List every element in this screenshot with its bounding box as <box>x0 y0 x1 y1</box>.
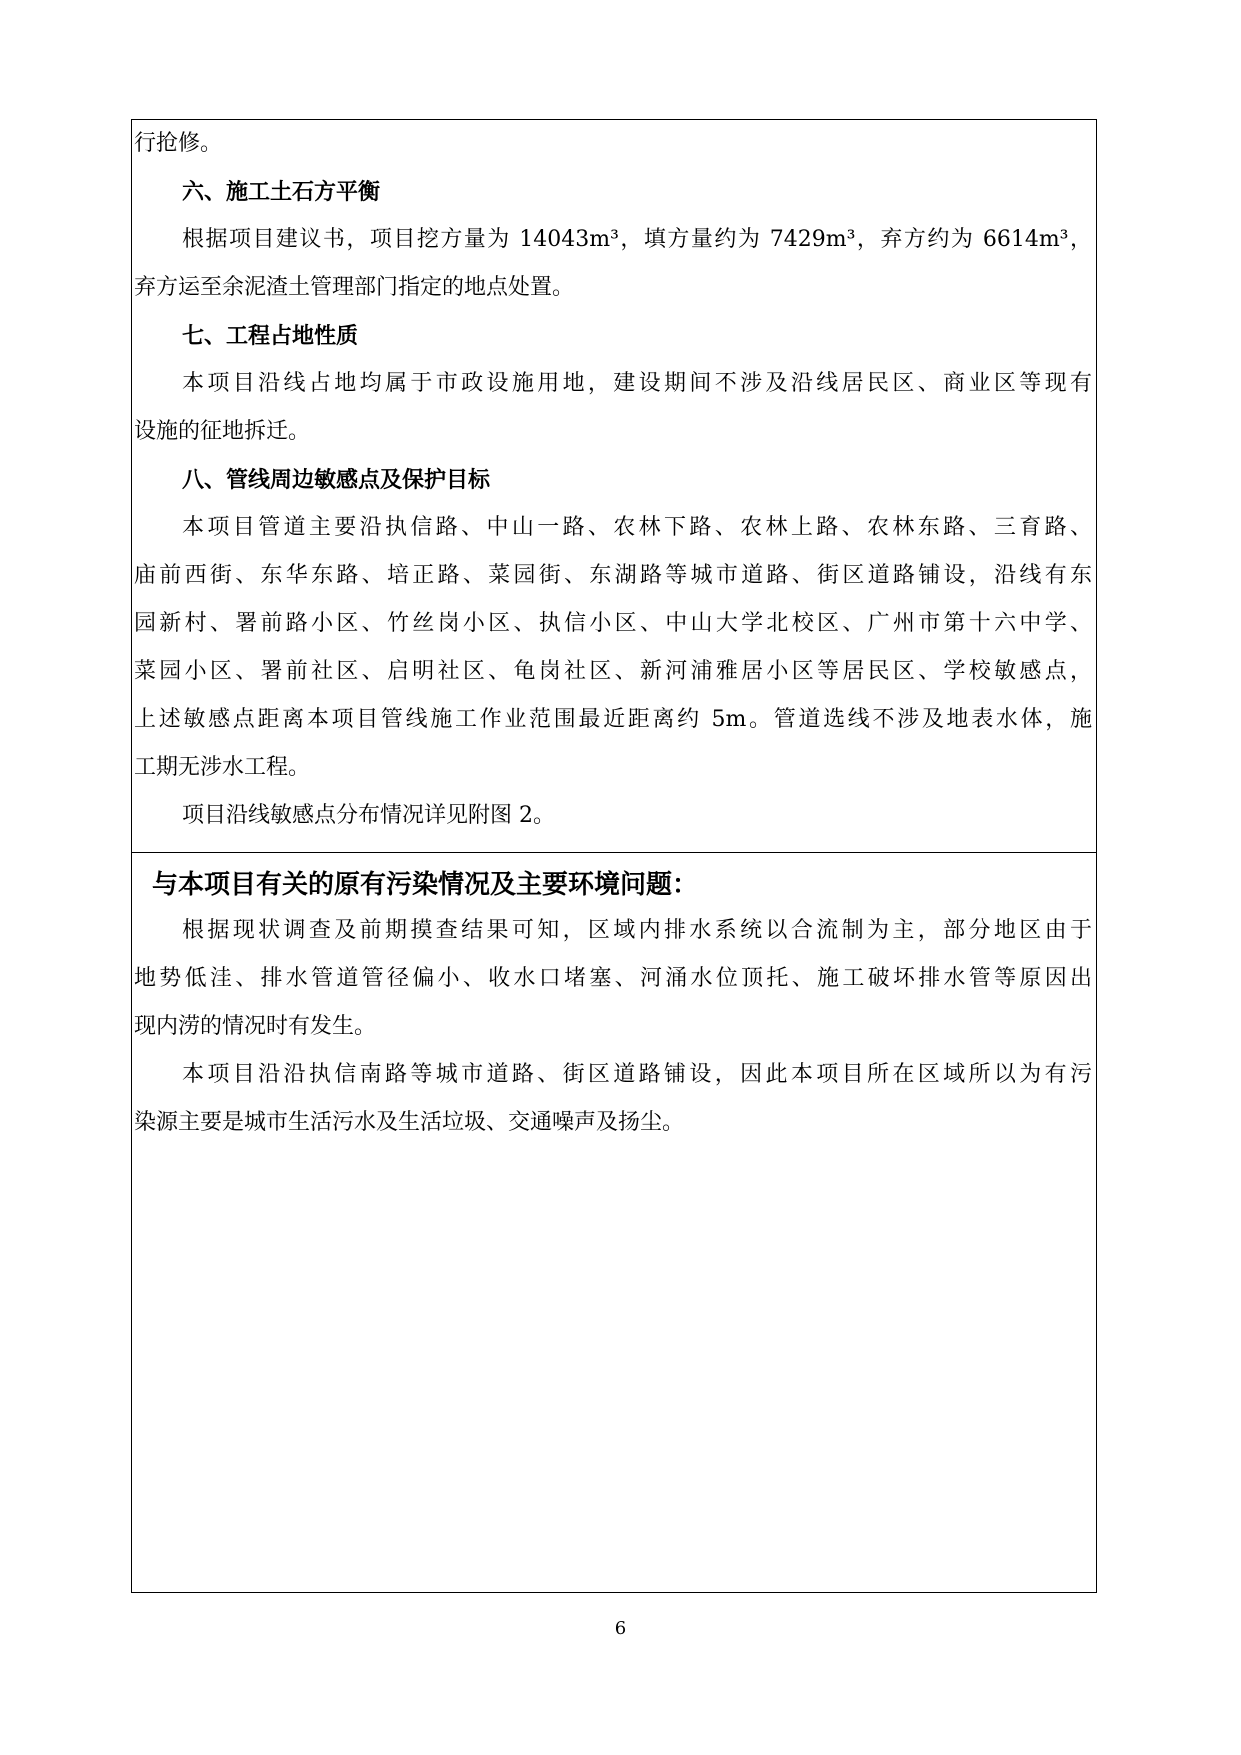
body-line: 庙前西街、东华东路、培正路、菜园街、东湖路等城市道路、街区道路铺设，沿线有东 <box>134 563 1092 588</box>
body-line: 本项目沿线占地均属于市政设施用地，建设期间不涉及沿线居民区、商业区等现有 <box>182 371 1092 396</box>
body-line: 弃方运至余泥渣土管理部门指定的地点处置。 <box>134 275 575 300</box>
section-title: 与本项目有关的原有污染情况及主要环境问题： <box>152 870 699 900</box>
body-line: 根据项目建议书，项目挖方量为 14043m³，填方量约为 7429m³，弃方约为 6614m³， <box>182 227 1092 252</box>
body-line: 染源主要是城市生活污水及生活垃圾、交通噪声及扬尘。 <box>134 1110 685 1135</box>
body-line: 现内涝的情况时有发生。 <box>134 1014 377 1039</box>
body-line: 行抢修。 <box>134 131 223 156</box>
body-line: 工期无涉水工程。 <box>134 755 311 780</box>
content-frame <box>131 119 1097 1593</box>
section-divider <box>132 852 1096 853</box>
body-line: 根据现状调查及前期摸查结果可知，区域内排水系统以合流制为主，部分地区由于 <box>182 918 1092 943</box>
body-line: 项目沿线敏感点分布情况详见附图 2。 <box>182 803 555 828</box>
page-number: 6 <box>614 1618 627 1639</box>
body-line: 上述敏感点距离本项目管线施工作业范围最近距离约 5m。管道选线不涉及地表水体，施 <box>134 707 1092 732</box>
body-line: 本项目管道主要沿执信路、中山一路、农林下路、农林上路、农林东路、三育路、 <box>182 515 1092 540</box>
heading-land-use: 七、工程占地性质 <box>182 323 359 349</box>
heading-sensitive-points: 八、管线周边敏感点及保护目标 <box>182 467 491 493</box>
body-line: 设施的征地拆迁。 <box>134 419 311 444</box>
body-line: 本项目沿沿执信南路等城市道路、街区道路铺设，因此本项目所在区域所以为有污 <box>182 1062 1092 1087</box>
heading-earthwork-balance: 六、施工土石方平衡 <box>182 179 381 205</box>
body-line: 园新村、署前路小区、竹丝岗小区、执信小区、中山大学北校区、广州市第十六中学、 <box>134 611 1092 636</box>
body-line: 地势低洼、排水管道管径偏小、收水口堵塞、河涌水位顶托、施工破坏排水管等原因出 <box>134 966 1092 991</box>
body-line: 菜园小区、署前社区、启明社区、龟岗社区、新河浦雅居小区等居民区、学校敏感点， <box>134 659 1092 684</box>
